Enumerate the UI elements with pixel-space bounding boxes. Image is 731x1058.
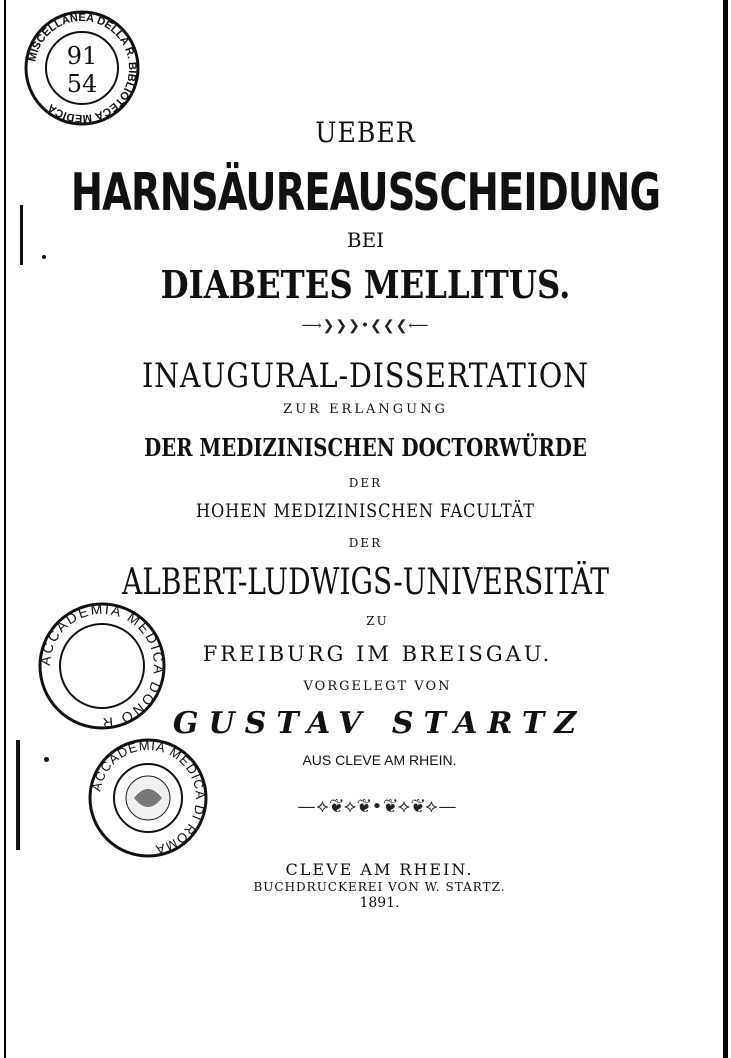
title-bei: BEI: [346, 228, 385, 252]
vorgelegt-von: VORGELEGT VON: [303, 679, 452, 694]
printer-line: BUCHDRUCKEREI VON W. STARTZ.: [253, 880, 506, 894]
zur-erlangung: ZUR ERLANGUNG: [283, 402, 448, 417]
main-title: HARNSÄUREAUSSCHEIDUNG: [70, 163, 661, 223]
der-line-2: DER: [348, 536, 383, 550]
author-name: GUSTAV STARTZ: [172, 706, 587, 741]
page-edge-left: [4, 0, 6, 1058]
library-stamp-number-top: 91: [66, 42, 98, 70]
ornament-rule-bottom: —⟡❦⟡❦•❦⟡❦⟡—: [297, 796, 458, 817]
library-stamp: [22, 8, 142, 128]
title-ueber: UEBER: [315, 116, 416, 149]
library-stamp-ring-text: MISCELLANEA DELLA R. BIBLIOTECA MEDICA: [26, 11, 139, 125]
publisher-place: CLEVE AM RHEIN.: [285, 860, 474, 879]
doctorwuerde-line: DER MEDIZINISCHEN DOCTORWÜRDE: [144, 433, 587, 462]
der-line-1: DER: [348, 476, 383, 490]
university-line: ALBERT-LUDWIGS-UNIVERSITÄT: [122, 562, 609, 603]
dissertation-heading: INAUGURAL-DISSERTATION: [141, 356, 590, 396]
margin-mark: [42, 255, 46, 259]
city-line: FREIBURG IM BREISGAU.: [202, 642, 553, 666]
roma-stamp-ring-text: ACCADEMIA MEDICA DI ROMA: [88, 738, 209, 858]
faculty-line: HOHEN MEDIZINISCHEN FACULTÄT: [196, 500, 535, 522]
accademia-stamp-ring-text: ACCADEMIA MEDICA DONO R: [36, 600, 168, 732]
library-stamp-graphic: [22, 8, 142, 128]
publication-year: 1891.: [359, 895, 400, 911]
zu-line: ZU: [366, 614, 389, 628]
ornament-rule-top: ⟶❯❯❯•❮❮❮⟵: [301, 318, 430, 334]
title-diabetes: DIABETES MELLITUS.: [160, 262, 571, 307]
library-stamp-number-bottom: 54: [66, 70, 98, 98]
author-origin: AUS CLEVE AM RHEIN.: [302, 752, 457, 768]
